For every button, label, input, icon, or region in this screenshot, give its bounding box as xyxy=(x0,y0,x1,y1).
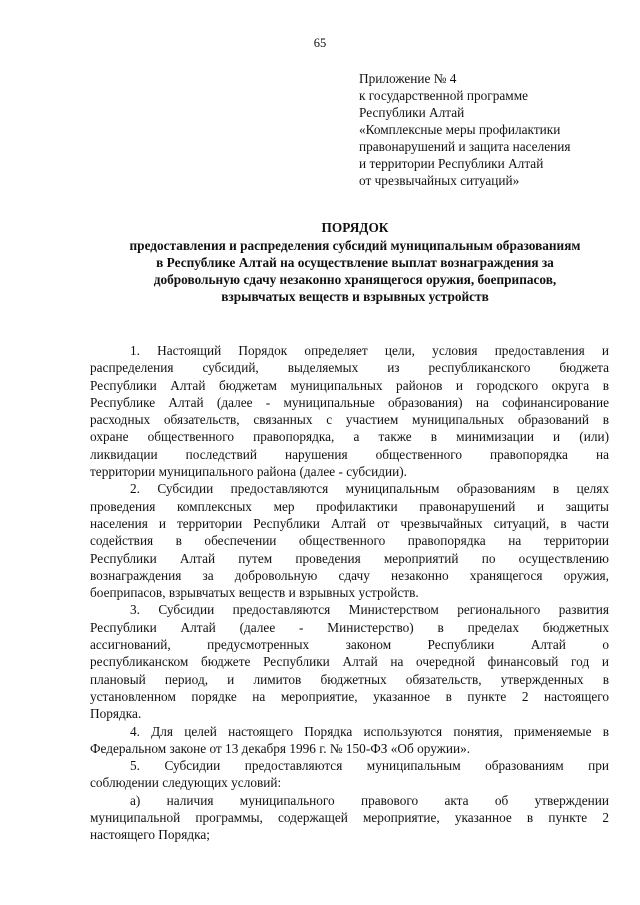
paragraph-line: соблюдении следующих условий: xyxy=(90,775,282,791)
paragraph-line: охране общественного правопорядка, а также в минимизации и (или) xyxy=(90,429,609,445)
paragraph xyxy=(90,601,609,722)
paragraph-line: населения и территории Республики Алтай от чрезвычайных ситуаций, в части xyxy=(90,515,609,531)
title-sub-line: предоставления и распределения субсидий муниципальным образованиям xyxy=(129,238,581,253)
paragraph-line: ассигнований, предусмотренных законом Республики Алтай о xyxy=(90,637,609,653)
paragraph-line: ликвидации последствий нарушения общественного правопорядка на xyxy=(90,446,609,462)
paragraph-line: а) наличия муниципального правового акта об утверждении xyxy=(130,792,609,808)
paragraph xyxy=(90,342,609,480)
paragraph-line: настоящего Порядка; xyxy=(90,827,210,843)
paragraph xyxy=(90,723,609,758)
annex-line: к государственной программе xyxy=(359,88,529,103)
title-sub-line: добровольную сдачу незаконно хранящегося оружия, боеприпасов, xyxy=(153,272,557,287)
paragraph-line: Республики Алтай путем проведения мероприятий по осуществлению xyxy=(90,550,609,566)
paragraph-line: установленном порядке на мероприятие, указанное в пункте 2 настоящего xyxy=(90,688,609,704)
page-number: 65 xyxy=(313,36,327,50)
annex-line: и территории Республики Алтай xyxy=(359,156,544,171)
annex-line: правонарушений и защита населения xyxy=(359,139,571,154)
document-body xyxy=(90,342,609,844)
paragraph-line: 2. Субсидии предоставляются муниципальным образованиям в целях xyxy=(130,481,609,497)
paragraph-line: Республике Алтай (далее - муниципальные образования) на софинансирование xyxy=(90,394,609,410)
paragraph xyxy=(90,480,609,601)
paragraph-line: распределения субсидий, выделяемых из республиканского бюджета xyxy=(90,360,609,376)
paragraph-line: содействия в обеспечении общественного правопорядка на территории xyxy=(90,533,609,549)
title-main: ПОРЯДОК xyxy=(321,220,389,235)
paragraph-line: 1. Настоящий Порядок определяет цели, условия предоставления и xyxy=(130,343,609,358)
paragraph-line: Республики Алтай (далее - Министерство) в пределах бюджетных xyxy=(90,619,609,635)
paragraph-line: расходных обязательств, связанных с участием муниципальных образований в xyxy=(90,412,609,428)
paragraph-line: проведения комплексных мер профилактики правонарушений и защиты xyxy=(90,498,609,514)
paragraph-line: республиканском бюджете Республики Алтай на очередной финансовый год и xyxy=(90,654,609,670)
paragraph-line: вознаграждения за добровольную сдачу незаконно хранящегося оружия, xyxy=(90,567,609,583)
title-sub-line: взрывчатых веществ и взрывных устройств xyxy=(221,289,489,304)
paragraph-line: Порядка. xyxy=(90,706,142,722)
paragraph xyxy=(90,757,609,792)
paragraph-line: территории муниципального района (далее - субсидии). xyxy=(90,464,407,480)
paragraph-line: боеприпасов, взрывчатых веществ и взрывных устройств. xyxy=(90,585,419,601)
paragraph-line: плановый период, и лимитов бюджетных обязательств, утвержденных в xyxy=(90,671,609,687)
paragraph-line: 5. Субсидии предоставляются муниципальным образованиям при xyxy=(130,758,609,774)
paragraph-line: муниципальной программы, содержащей мероприятие, указанное в пункте 2 xyxy=(90,810,609,826)
annex-header xyxy=(359,70,629,189)
paragraph xyxy=(90,792,609,844)
annex-line: «Комплексные меры профилактики xyxy=(359,122,561,137)
paragraph-line: 3. Субсидии предоставляются Министерством регионального развития xyxy=(130,602,609,618)
document-title xyxy=(60,219,640,305)
annex-line: Приложение № 4 xyxy=(359,71,457,86)
title-sub-line: в Республике Алтай на осуществление выплат вознаграждения за xyxy=(156,255,554,270)
annex-line: Республики Алтай xyxy=(359,105,465,120)
paragraph-line: Федеральном законе от 13 декабря 1996 г. № 150-ФЗ «Об оружии». xyxy=(90,740,471,756)
paragraph-line: Республики Алтай бюджетам муниципальных районов и городского округа в xyxy=(90,377,609,393)
annex-line: от чрезвычайных ситуаций» xyxy=(359,173,520,188)
paragraph-line: 4. Для целей настоящего Порядка используются понятия, применяемые в xyxy=(130,723,609,739)
